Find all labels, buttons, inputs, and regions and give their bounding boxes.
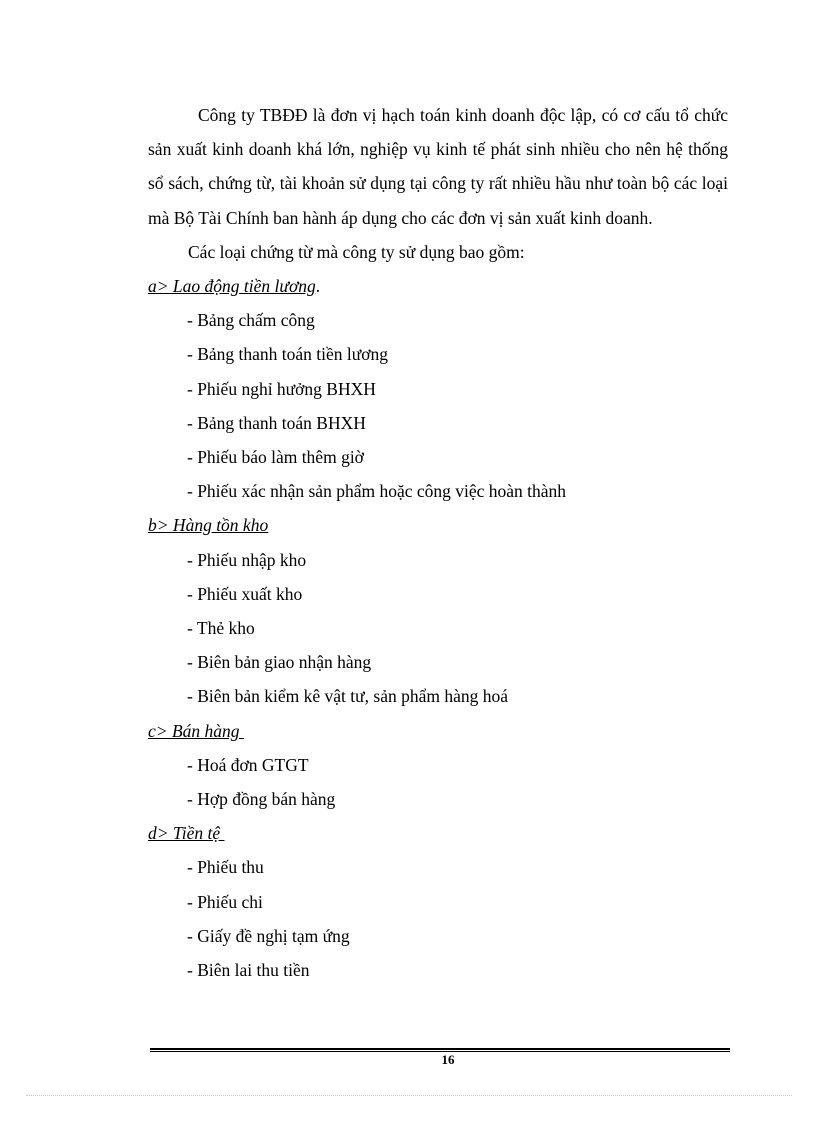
section-heading-line: [148, 508, 728, 542]
list-item: - Phiếu nghỉ hưởng BHXH: [187, 378, 376, 399]
list-item: - Biên bản kiểm kê vật tư, sản phẩm hàng hoá: [187, 686, 508, 707]
section-heading-line: [148, 816, 728, 850]
list-item: - Hợp đồng bán hàng: [187, 789, 336, 810]
list-item: - Bảng thanh toán BHXH: [187, 412, 366, 433]
list-intro: Các loại chứng từ mà công ty sử dụng bao gồm:: [188, 241, 525, 262]
list-item: - Bảng chấm công: [187, 310, 315, 331]
section-sales: [148, 714, 728, 817]
list-item: - Phiếu xác nhận sản phẩm hoặc công việc hoàn thành: [187, 481, 567, 502]
list-item: - Bảng thanh toán tiền lương: [187, 344, 388, 365]
section-inventory: [148, 508, 728, 713]
list-item: - Phiếu xuất kho: [187, 583, 303, 604]
list-item: - Hoá đơn GTGT: [187, 754, 309, 775]
section-cash: [148, 816, 728, 987]
intro-paragraph: Công ty TBĐĐ là đơn vị hạch toán kinh doanh độc lập, có cơ cấu tổ chức sản xuất kinh doanh khá lớn, nghiệp vụ kinh tế phát sinh nhiều cho nên hệ thống sổ sách, chứng từ, tài khoản sử dụng tại công ty rất nhiều hầu như toàn bộ các loại mà Bộ Tài Chính ban hành áp dụng cho các đơn vị sản xuất kinh doanh.: [148, 105, 728, 228]
page-bottom-dotted-border: [26, 1095, 792, 1096]
section-heading: b> Hàng tồn kho: [148, 515, 269, 536]
list-item: - Phiếu chi: [187, 891, 263, 912]
list-item: - Giấy đề nghị tạm ứng: [187, 925, 350, 946]
list-item: - Thẻ kho: [187, 618, 255, 639]
section-heading: d> Tiền tệ: [148, 823, 225, 844]
list-item: - Phiếu thu: [187, 857, 264, 878]
list-item: - Phiếu báo làm thêm giờ: [187, 447, 364, 468]
list-item: - Biên lai thu tiền: [187, 960, 310, 981]
document-body: [148, 98, 728, 987]
section-heading-suffix: .: [315, 276, 321, 297]
section-heading-line: [148, 269, 728, 303]
section-labor-wages: [148, 269, 728, 508]
section-heading: c> Bán hàng: [148, 720, 244, 741]
page-number: 16: [441, 1052, 455, 1067]
section-heading: a> Lao động tiền lương: [148, 276, 316, 297]
list-item: - Biên bản giao nhận hàng: [187, 652, 372, 673]
section-heading-line: [148, 714, 728, 748]
list-item: - Phiếu nhập kho: [187, 549, 307, 570]
